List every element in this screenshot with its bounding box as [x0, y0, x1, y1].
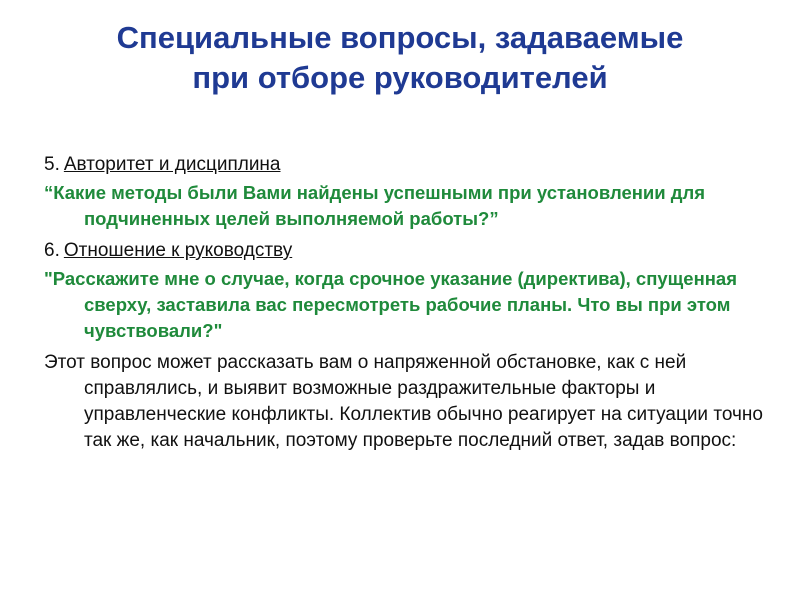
section-number: 5. — [44, 154, 60, 175]
section-5-heading — [44, 152, 764, 178]
section-number: 6. — [44, 240, 60, 261]
title-line-1: Специальные вопросы, задаваемые — [116, 20, 684, 55]
section-6-heading — [44, 238, 764, 264]
section-title: Авторитет и дисциплина — [63, 154, 281, 175]
section-title: Отношение к руководству — [63, 240, 293, 261]
slide-title — [40, 18, 760, 98]
section-6-question: "Расскажите мне о случае, когда срочное указание (директива), спущенная сверху, заставила вас пересмотреть рабочие планы. Что вы при этом чувствовали?" — [44, 268, 738, 341]
slide-content — [44, 152, 764, 460]
title-line-2: при отборе руководителей — [192, 60, 608, 95]
section-5-question: “Какие методы были Вами найдены успешными при установлении для подчиненных целей выполняемой работы?” — [44, 182, 706, 229]
comment-paragraph: Этот вопрос может рассказать вам о напряженной обстановке, как с ней справлялись, и выявит возможные раздражительные факторы и управленческие конфликты. Коллектив обычно реагирует на ситуации точно так же, как начальник, поэтому проверьте последний ответ, задав вопрос: — [44, 352, 763, 451]
